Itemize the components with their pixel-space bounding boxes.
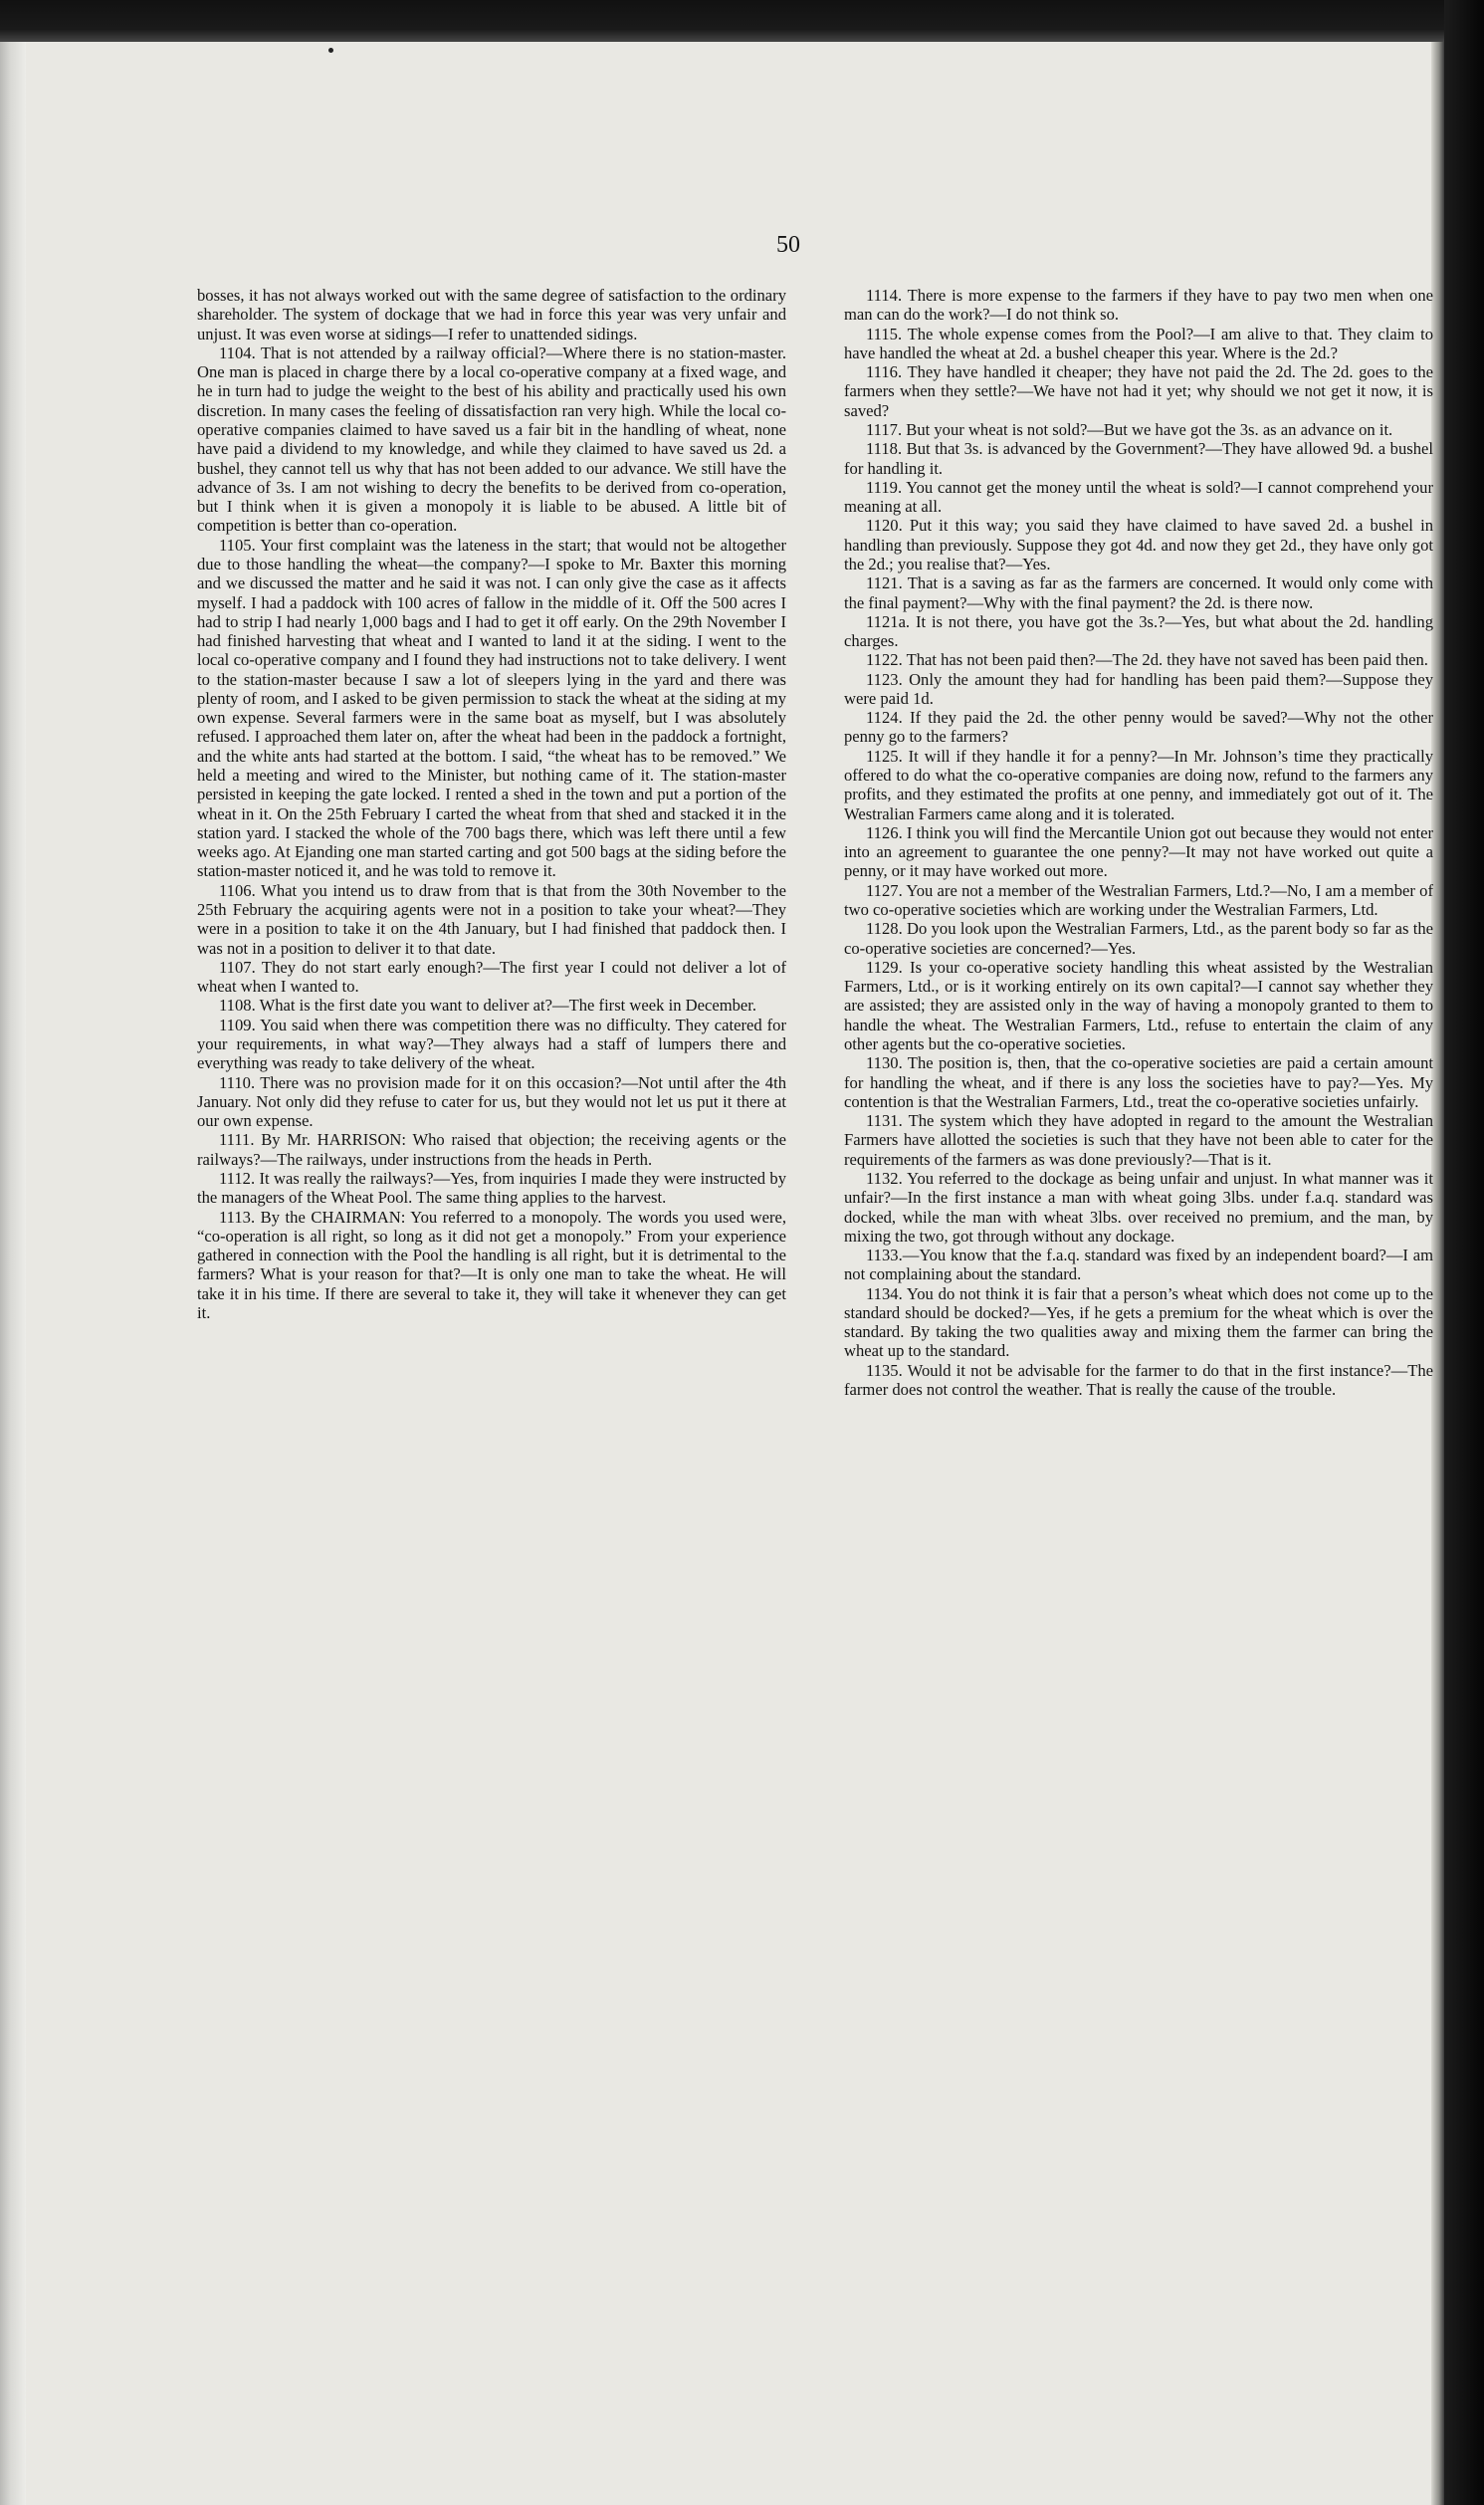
paragraph: 1131. The system which they have adopted in regard to the amount the Westralian Farmers have allotted the societies is such that they have not been able to cater for the requirements of the farmers as was done previously?—That is it. — [844, 1111, 1433, 1169]
paragraph: 1124. If they paid the 2d. the other penny would be saved?—Why not the other penny go to the farmers? — [844, 708, 1433, 747]
paragraph: 1130. The position is, then, that the co-operative societies are paid a certain amount for handling the wheat, and if there is any loss the societies have to pay?—Yes. My contention is that the Westralian Farmers, Ltd., treat the co-operative societies unfairly. — [844, 1053, 1433, 1111]
paragraph: 1132. You referred to the dockage as being unfair and unjust. In what manner was it unfair?—In the first instance a man with wheat going 3lbs. under f.a.q. standard was docked, while the man with wheat 3lbs. over received no premium, and the man, by mixing the two, got through without any dockage. — [844, 1168, 1433, 1246]
paragraph: 1121a. It is not there, you have got the 3s.?—Yes, but what about the 2d. handling charges. — [844, 611, 1433, 651]
paragraph: 1107. They do not start early enough?—The first year I could not deliver a lot of wheat when I wanted to. — [197, 957, 786, 997]
paragraph: 1116. They have handled it cheaper; they have not paid the 2d. The 2d. goes to the farmers when they settle?—We have not had it yet; why should we not get it now, it is saved? — [844, 362, 1433, 420]
paragraph: 1106. What you intend us to draw from that is that from the 30th November to the 25th February the acquiring agents were not in a position to take your wheat?—They were in a position to take it on the 4th January, but I had finished that paddock then. I was not in a position to deliver it to that date. — [197, 880, 786, 958]
left-text-column — [197, 286, 786, 1322]
paragraph: bosses, it has not always worked out with the same degree of satisfaction to the ordinary shareholder. The system of dockage that we had in force this year was very unfair and unjust. It was even worse at sidings—I refer to unattended sidings. — [197, 286, 786, 343]
paragraph: 1117. But your wheat is not sold?—But we have got the 3s. as an advance on it. — [866, 419, 1393, 439]
paragraph: 1120. Put it this way; you said they have claimed to have saved 2d. a bushel in handling than previously. Suppose they got 4d. and now they get 2d., they have only got the 2d.; you realise that?—Yes. — [844, 516, 1433, 573]
scan-right-border — [1444, 0, 1484, 2505]
paragraph: 1105. Your first complaint was the lateness in the start; that would not be altogether due to those handling the wheat—the company?—I spoke to Mr. Baxter this morning and we discussed the matter and he said it was not. I can only give the case as it affects myself. I had a paddock with 100 acres of fallow in the middle of it. Off the 500 acres I had to strip I had nearly 1,000 bags and I had to get it off early. On the 29th November I had finished harvesting that wheat and I wanted to land it at the siding. I went to the local co-operative company and I found they had instructions not to take delivery. I went to the station-master because I saw a lot of sleepers lying in the yard and there was plenty of room, and I asked to be given permission to stack the wheat at the siding at my own expense. Several farmers were in the same boat as myself, but I was absolutely refused. I approached them later on, after the wheat had been in the paddock a fortnight, and the white ants had started at the bottom. I said, “the wheat has to be removed.” We held a meeting and wired to the Minister, but nothing came of it. The station-master persisted in keeping the gate locked. I rented a shed in the town and put a portion of the wheat in it. On the 25th February I carted the wheat from that shed and stacked it in the station yard. I stacked the whole of the 700 bags there, which was left there until a few weeks ago. At Ejanding one man started carting and got 500 bags at the siding before the station-master noticed it, and he was told to remove it. — [197, 535, 786, 881]
page-number: 50 — [776, 232, 800, 258]
paragraph: 1128. Do you look upon the Westralian Farmers, Ltd., as the parent body so far as the co-operative societies are concerned?—Yes. — [844, 919, 1433, 958]
paragraph: 1111. By Mr. HARRISON: Who raised that objection; the receiving agents or the railways?—The railways, under instructions from the heads in Perth. — [197, 1130, 786, 1169]
paragraph: 1113. By the CHAIRMAN: You referred to a monopoly. The words you used were, “co-operation is all right, so long as it did not get a monopoly.” From your experience gathered in connection with the Pool the handling is all right, but it is detrimental to the farmers? What is your reason for that?—It is only one man to take the wheat. He will take it in his time. If there are several to take it, they will take it whenever they can get it. — [197, 1207, 786, 1322]
paragraph: 1119. You cannot get the money until the wheat is sold?—I cannot comprehend your meaning at all. — [844, 477, 1433, 517]
paragraph: 1133.—You know that the f.a.q. standard was fixed by an independent board?—I am not complaining about the standard. — [844, 1246, 1433, 1284]
paragraph: 1118. But that 3s. is advanced by the Government?—They have allowed 9d. a bushel for handling it. — [844, 439, 1433, 478]
scan-top-border — [0, 0, 1484, 42]
paragraph: 1129. Is your co-operative society handling this wheat assisted by the Westralian Farmers, Ltd., or is it working entirely on its own capital?—I cannot say whether they are assisted; they are assisted only in the way of having a monopoly granted to them to handle the wheat. The Westralian Farmers, Ltd., refuse to entertain the claim of any other agents but the co-operative societies. — [844, 957, 1433, 1053]
paragraph: 1126. I think you will find the Mercantile Union got out because they would not enter into an agreement to guarantee the one penny?—It may not have worked out quite a penny, or it may have worked out more. — [844, 822, 1433, 881]
paragraph: 1135. Would it not be advisable for the farmer to do that in the first instance?—The farmer does not control the weather. That is really the cause of the trouble. — [844, 1360, 1433, 1400]
paragraph: 1114. There is more expense to the farmers if they have to pay two men when one man can do the work?—I do not think so. — [844, 286, 1433, 325]
paragraph: 1115. The whole expense comes from the Pool?—I am alive to that. They claim to have handled the wheat at 2d. a bushel cheaper this year. Where is the 2d.? — [844, 324, 1433, 362]
paragraph: 1122. That has not been paid then?—The 2d. they have not saved has been paid then. — [866, 650, 1428, 670]
paragraph: 1104. That is not attended by a railway official?—Where there is no station-master. One man is placed in charge there by a local co-operative company at a fixed wage, and he in turn had to judge the weight to the best of his ability and practically used his own discretion. In many cases the feeling of dissatisfaction ran very high. While the local co-operative companies claimed to have saved us a fair bit in the handling of wheat, none have paid a dividend to my knowledge, and while they claimed to have saved us 2d. a bushel, they cannot tell us why that has not been added to our advance. We still have the advance of 3s. I am not wishing to decry the benefits to be derived from co-operation, but I think when it is given a monopoly it is liable to be abused. A little bit of competition is better than co-operation. — [197, 342, 786, 536]
paragraph: 1123. Only the amount they had for handling has been paid them?—Suppose they were paid 1d. — [844, 669, 1433, 708]
paragraph: 1109. You said when there was competition there was no difficulty. They catered for your requirements, in what way?—They always had a staff of lumpers there and everything was ready to take delivery of the wheat. — [197, 1015, 786, 1073]
page-left-edge — [0, 42, 26, 2505]
paragraph: 1108. What is the first date you want to deliver at?—The first week in December. — [219, 996, 757, 1016]
paragraph: 1134. You do not think it is fair that a person’s wheat which does not come up to the standard should be docked?—Yes, if he gets a premium for the wheat which is over the standard. By taking the two qualities away and mixing them the farmer can bring the wheat up to the standard. — [844, 1283, 1433, 1361]
paragraph: 1127. You are not a member of the Westralian Farmers, Ltd.?—No, I am a member of two co-operative societies which are working under the Westralian Farmers, Ltd. — [844, 880, 1433, 919]
ink-speck — [328, 48, 333, 53]
paragraph: 1125. It will if they handle it for a penny?—In Mr. Johnson’s time they practically offered to do what the co-operative companies are doing now, refund to the farmers any profits, and they estimated the profits at one penny, and immediately got out of it. The Westralian Farmers came along and it is tolerated. — [844, 746, 1433, 823]
paragraph: 1121. That is a saving as far as the farmers are concerned. It would only come with the final payment?—Why with the final payment? the 2d. is there now. — [844, 573, 1433, 612]
paragraph: 1112. It was really the railways?—Yes, from inquiries I made they were instructed by the managers of the Wheat Pool. The same thing applies to the harvest. — [197, 1168, 786, 1208]
right-text-column — [844, 286, 1433, 1399]
paragraph: 1110. There was no provision made for it on this occasion?—Not until after the 4th January. Not only did they refuse to cater for us, but they would not let us put it there at our own expense. — [197, 1072, 786, 1131]
